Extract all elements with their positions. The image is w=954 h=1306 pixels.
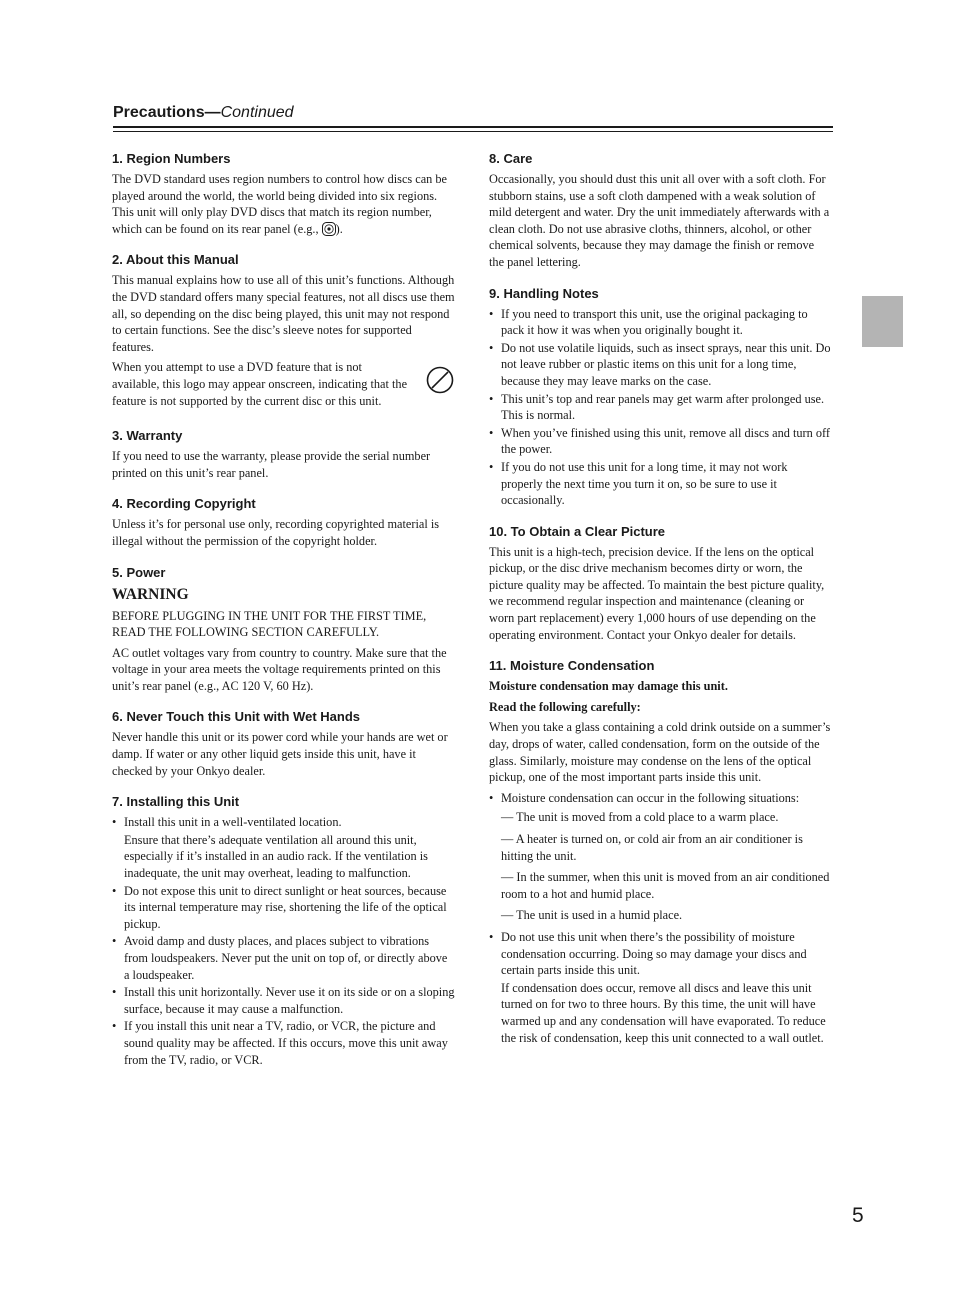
list-item: • Install this unit horizontally. Never use it on its side or on a sloping surface, because it may cause a malfunction. [112, 984, 455, 1017]
list-item: • When you’ve finished using this unit, remove all discs and turn off the power. [489, 425, 832, 458]
logo-row [112, 359, 455, 413]
list-item [489, 929, 832, 1046]
section-moisture [489, 657, 832, 1046]
section-text: Unless it’s for personal use only, recording copyrighted material is illegal without the permission of the copyright holder. [112, 517, 440, 548]
section-recording-copyright [112, 495, 455, 549]
dash-item: — In the summer, when this unit is moved from an air conditioned room to a hot and humid place. [501, 870, 830, 901]
list-item-subtext: Ensure that there’s adequate ventilation all around this unit, especially if it’s installed in an audio rack. If the ventilation is inadequate, the unit may overheat, leading to malfunction. [124, 832, 428, 881]
list-item [112, 814, 455, 881]
section-text: If you need to use the warranty, please provide the serial number printed on this unit’s rear panel. [112, 449, 431, 480]
section-text: Occasionally, you should dust this unit all over with a soft cloth. For stubborn stains, use a soft cloth dampened with a weak solution of mild detergent and water. Dry the unit immediately afterwards with a clean cloth. Do not use abrasive cloths, thinners, alcohol, or other chemical solvents, because they may damage the finish or remove the panel lettering. [489, 172, 830, 269]
section-about-manual [112, 251, 455, 413]
list-item: • Avoid damp and dusty places, and places subject to vibrations from loudspeakers. Never put the unit on top of, or directly above a loudspeaker. [112, 933, 455, 983]
dash-item: — The unit is moved from a cold place to a warm place. [501, 810, 779, 825]
list-item-text: Install this unit in a well-ventilated location. [124, 815, 342, 830]
right-column [489, 150, 832, 1060]
list-item: • If you install this unit near a TV, radio, or VCR, the picture and sound quality may be affected. If this occurs, move this unit away from the TV, radio, or VCR. [112, 1018, 455, 1068]
section-heading: 11. Moisture Condensation [489, 658, 655, 674]
section-heading: 5. Power [112, 564, 166, 580]
title-text: Precautions— [113, 104, 221, 121]
bullet-list [489, 306, 832, 509]
section-heading: 10. To Obtain a Clear Picture [489, 523, 666, 539]
section-heading: 1. Region Numbers [112, 151, 231, 166]
section-heading: 4. Recording Copyright [112, 496, 256, 512]
list-item-text: Do not use this unit when there’s the possibility of moisture condensation occurring. Doing so may damage your discs and certain parts inside this unit. [501, 929, 807, 978]
left-column [112, 150, 455, 1082]
warning-heading: WARNING [112, 585, 189, 603]
section-installing [112, 793, 455, 1068]
section-tab [862, 296, 903, 347]
section-heading: 9. Handling Notes [489, 285, 599, 301]
section-region-numbers [112, 150, 455, 237]
list-item-text: Moisture condensation can occur in the following situations: [501, 790, 800, 805]
header-rule-thick [113, 126, 833, 128]
section-text: This unit is a high-tech, precision device. If the lens on the optical pickup, or the disc drive mechanism becomes dirty or worn, the picture quality may be affected. To maintain the best picture quality, we recommend regular inspection and maintenance (cleaning or worn part replacement) every 1,000 hours of use depending on the operating environment. Contact your Onkyo dealer for details. [489, 544, 825, 642]
bullet-list [489, 790, 832, 1046]
section-heading: 3. Warranty [112, 428, 183, 444]
section-handling-notes [489, 285, 832, 509]
section-text: AC outlet voltages vary from country to country. Make sure that the voltage in your area meets the voltage requirements printed on this unit’s rear panel (e.g., AC 120 V, 60 Hz). [112, 645, 447, 693]
list-item: • This unit’s top and rear panels may get warm after prolonged use. This is normal. [489, 391, 832, 424]
section-heading: 2. About this Manual [112, 252, 239, 268]
section-heading: 8. Care [489, 151, 533, 166]
section-care [489, 150, 832, 271]
prohibited-icon [425, 365, 455, 395]
region-text: The DVD standard uses region numbers to control how discs can be played around the world, the world being divided into six regions. This unit will only play DVD discs that match its region number, which can be found on its rear panel (e.g., [112, 172, 448, 236]
list-item: • Do not expose this unit to direct sunlight or heat sources, because its internal temperature may rise, shortening the life of the optical pickup. [112, 883, 455, 933]
section-text: When you take a glass containing a cold drink outside on a summer’s day, drops of water, called condensation, form on the outside of the glass. Similarly, moisture may condense on the lens of the optical pickup, one of the most important parts inside this unit. [489, 720, 831, 785]
section-heading: 6. Never Touch this Unit with Wet Hands [112, 709, 360, 725]
list-item: • If you do not use this unit for a long time, it may not work properly the next time you turn it on, so be sure to use it occasionally. [489, 459, 832, 509]
list-item [489, 790, 832, 924]
header-rule-thin [113, 131, 833, 132]
region-globe-icon [322, 222, 336, 236]
dash-item: — A heater is turned on, or cold air from an air conditioner is hitting the unit. [501, 832, 803, 863]
list-item-subtext: If condensation does occur, remove all discs and leave this unit turned on for two to three hours. By this time, the unit will have warmed up and any condensation will have evaporated. To reduce the risk of condensation, keep this unit connected to a wall outlet. [501, 980, 826, 1045]
bold-note: Read the following carefully: [489, 699, 641, 714]
section-text: Never handle this unit or its power cord while your hands are wet or damp. If water or any other liquid gets inside this unit, have it checked by your Onkyo dealer. [112, 730, 448, 778]
list-item: • Do not use volatile liquids, such as insect sprays, near this unit. Do not leave rubber or plastic items on this unit for a long time, because they may leave marks on the case. [489, 340, 832, 390]
region-text-end: ). [335, 221, 343, 236]
section-warranty [112, 427, 455, 481]
page-number: 5 [852, 1204, 864, 1227]
warning-caps-text: BEFORE PLUGGING IN THE UNIT FOR THE FIRST TIME, READ THE FOLLOWING SECTION CAREFULLY. [112, 608, 427, 640]
dash-item: — The unit is used in a humid place. [501, 908, 683, 923]
page-title [113, 102, 833, 124]
section-text [112, 171, 455, 237]
section-clear-picture [489, 523, 832, 644]
section-text: This manual explains how to use all of this unit’s functions. Although the DVD standard offers many special features, not all discs use them all, so depending on the disc being played, this unit may not respond to certain functions. See the disc’s sleeve notes for supported features. [112, 273, 455, 354]
section-power [112, 564, 455, 695]
section-wet-hands [112, 708, 455, 779]
section-heading: 7. Installing this Unit [112, 794, 240, 810]
page-header [113, 102, 833, 124]
section-text: When you attempt to use a DVD feature that is not available, this logo may appear onscreen, indicating that the feature is not supported by the current disc or this unit. [112, 360, 408, 408]
bullet-list [112, 814, 455, 1068]
bold-note: Moisture condensation may damage this unit. [489, 679, 728, 694]
title-continued: Continued [220, 104, 294, 121]
list-item: • If you need to transport this unit, use the original packaging to pack it how it was when you originally bought it. [489, 306, 832, 339]
